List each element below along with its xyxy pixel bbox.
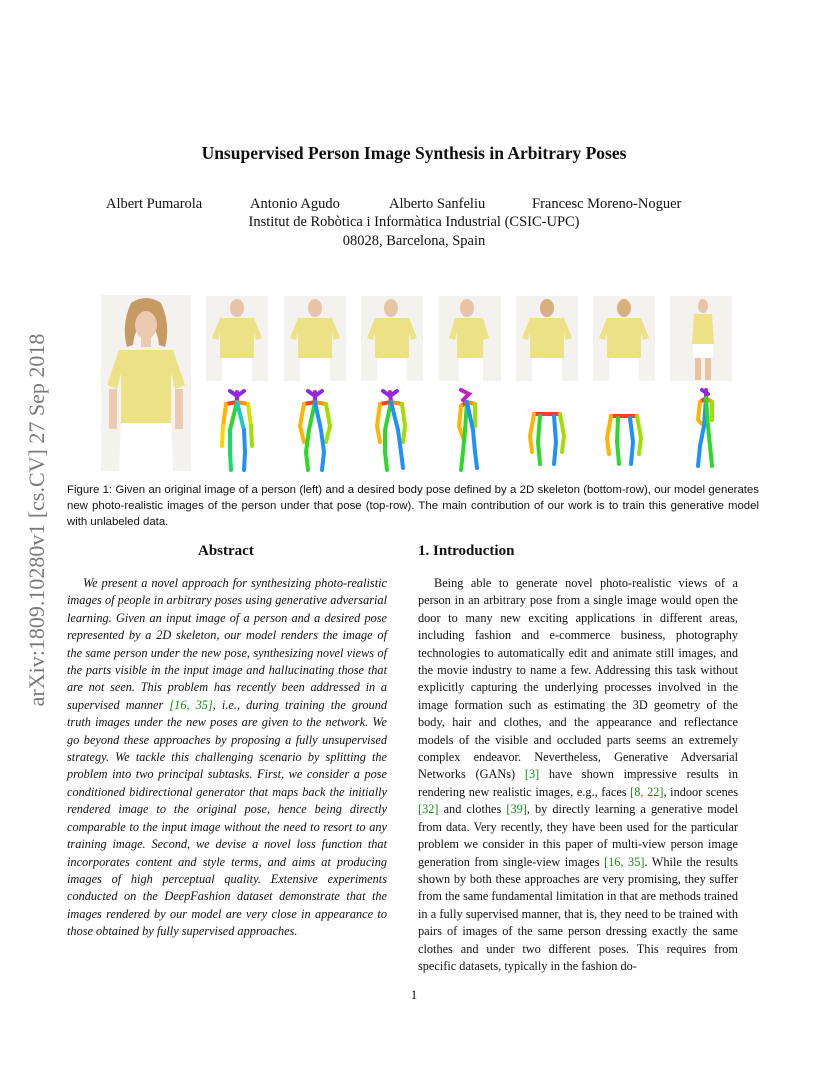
abstract-body bbox=[67, 575, 387, 941]
generated-photo bbox=[206, 296, 268, 381]
generated-photo bbox=[439, 296, 501, 381]
intro-text: , indoor scenes bbox=[663, 784, 738, 799]
abstract-text: We present a novel approach for synthesizing photo-realistic images of people in arbitrary poses using generative adversarial learning. Given an input image of a person and a desired pose represented by a 2D skeleton, our model renders the image of the same person under the new pose, synthesizing novel views of the parts visible in the input image and hallucinating those that are not seen. This problem has recently been addressed in a supervised manner bbox=[67, 576, 387, 712]
pose-skeleton bbox=[439, 386, 501, 474]
affiliation-institute: Institut de Robòtica i Informàtica Industrial (CSIC-UPC) bbox=[248, 214, 580, 230]
author-name: Antonio Agudo bbox=[250, 196, 340, 212]
citation-link[interactable]: [8, 22] bbox=[630, 784, 664, 799]
author-name: Alberto Sanfeliu bbox=[389, 196, 486, 212]
generated-photo bbox=[670, 296, 732, 381]
citation-link[interactable]: [3] bbox=[524, 767, 540, 782]
citation-link[interactable]: [39] bbox=[506, 802, 527, 817]
author-name: Albert Pumarola bbox=[106, 196, 203, 212]
pose-skeleton bbox=[593, 386, 655, 474]
author-name: Francesc Moreno-Noguer bbox=[532, 196, 682, 212]
citation-link[interactable]: [16, 35] bbox=[169, 697, 213, 712]
pose-skeleton bbox=[206, 386, 268, 474]
arxiv-side-stamp bbox=[22, 285, 52, 755]
intro-text: . While the results shown by both these approaches are very promising, they suffer from the same fundamental limitation in that are methods trained in a fully supervised manner, that is, they need to be trained with pairs of images of the same person dressing exactly the same clothes and under two different poses. This requires from specific datasets, typically in the fashion do- bbox=[418, 854, 738, 973]
intro-text: Being able to generate novel photo-realistic views of a person in an arbitrary pose from a single image would open the door to many new exciting applications in different areas, including fashion and e-commerce business, photography technologies to automatically edit and animate still images, and the movie industry to name a few. Addressing this task without explicitly capturing the underlying processes involved in the image formation such as estimating the 3D geometry of the body, hair and clothes, and the appearance and reflectance models of the visible and occluded parts seems an extremely complex endeavor. Nevertheless, Generative Adversarial Networks (GANs) bbox=[418, 576, 738, 782]
affiliation-address: 08028, Barcelona, Spain bbox=[342, 233, 486, 249]
introduction-body bbox=[418, 575, 738, 975]
pose-skeleton bbox=[361, 386, 423, 474]
intro-text: have shown impressive results in rendering new realistic images, e.g., faces bbox=[418, 767, 738, 799]
pose-skeleton bbox=[516, 386, 578, 474]
generated-photo bbox=[593, 296, 655, 381]
citation-link[interactable]: [16, 35] bbox=[604, 854, 645, 869]
original-person-photo bbox=[101, 295, 191, 471]
intro-text: and clothes bbox=[438, 802, 507, 817]
page-number: 1 bbox=[410, 988, 418, 1002]
generated-photo bbox=[284, 296, 346, 381]
intro-text: , by directly learning a generative model from data. Very recently, they have been used for the particular problem we consider in this paper of multi-view person image generation from single-view images bbox=[418, 802, 739, 869]
generated-photo bbox=[361, 296, 423, 381]
pose-skeleton bbox=[284, 386, 346, 474]
abstract-heading: Abstract bbox=[198, 543, 254, 559]
pose-skeleton bbox=[670, 386, 732, 474]
arxiv-stamp-text: arXiv:1809.10280v1 [cs.CV] 27 Sep 2018 bbox=[24, 333, 49, 707]
abstract-text: , i.e., during training the ground truth images under the new poses are given to the network. We go beyond these approaches by proposing a fully unsupervised strategy. We tackle this challenging scenario by splitting the problem into two principal subtasks. First, we consider a pose conditioned bidirectional generator that maps back the initially rendered image to the original pose, hence being directly comparable to the input image without the need to resort to any training image. Second, we devise a novel loss function that incorporates content and style terms, and aims at producing images of high perceptual quality. Extensive experiments conducted on the DeepFashion dataset demonstrate that the images rendered by our model are very close in appearance to those obtained by fully supervised approaches. bbox=[67, 697, 387, 939]
citation-link[interactable]: [32] bbox=[418, 802, 439, 817]
generated-photo bbox=[516, 296, 578, 381]
figure-caption: Figure 1: Given an original image of a person (left) and a desired body pose defined by a 2D skeleton (bottom-row), our model generates new photo-realistic images of the person under that pose (top-row). The main contribution of our work is to train this generative model with unlabeled data. bbox=[67, 484, 759, 528]
paper-title: Unsupervised Person Image Synthesis in Arbitrary Poses bbox=[201, 143, 627, 163]
introduction-heading: 1. Introduction bbox=[418, 543, 515, 559]
